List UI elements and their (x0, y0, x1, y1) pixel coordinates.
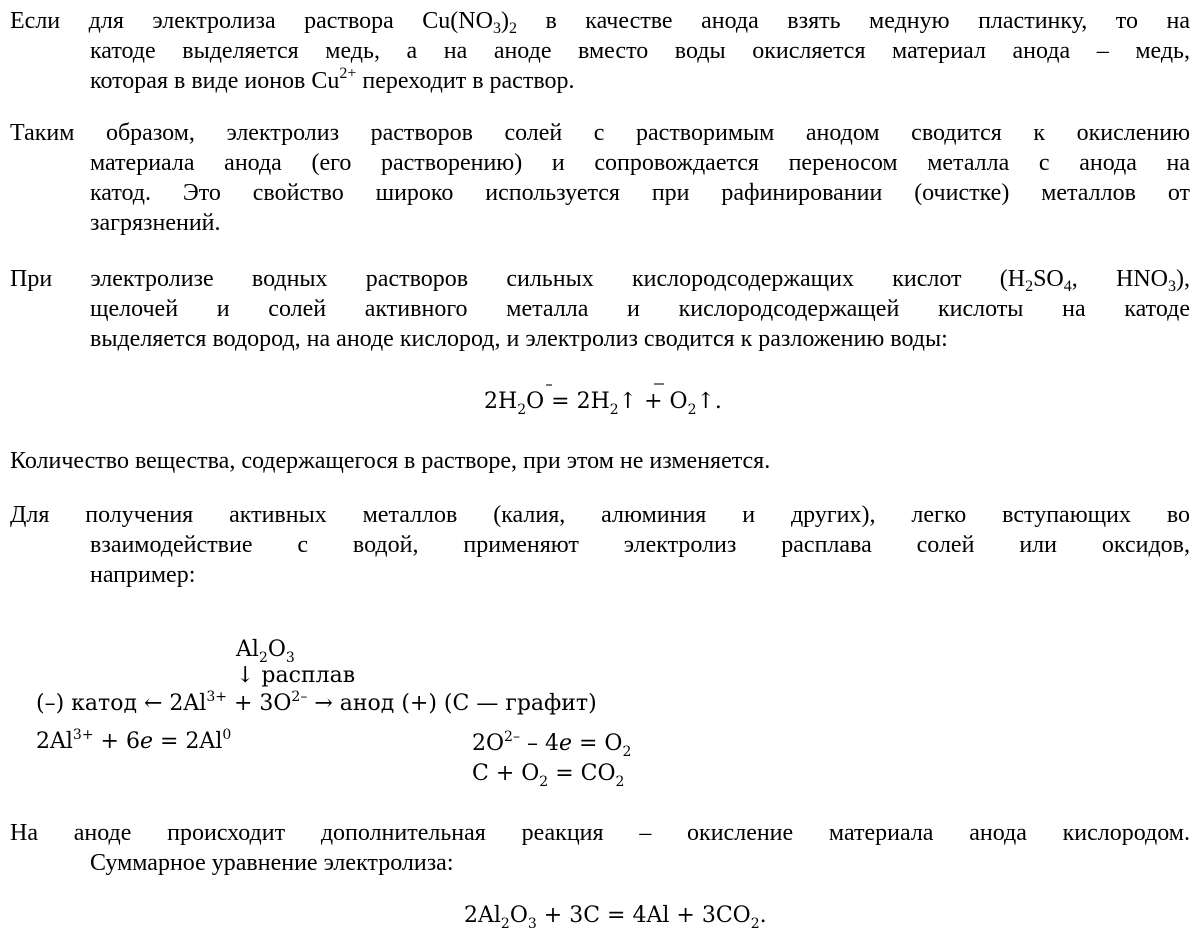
eq-text: 2Al (36, 729, 73, 754)
superscript: 2+ (339, 65, 357, 82)
electron-symbol: e (558, 731, 572, 756)
paragraph-copper-anode (10, 6, 1190, 96)
paragraph-line (10, 264, 1190, 294)
subscript: 2 (615, 774, 625, 790)
subscript: 4 (1063, 278, 1072, 295)
subscript: 2 (1025, 278, 1034, 295)
subscript: 3 (492, 20, 501, 37)
eq-text: ↑ + O (618, 389, 688, 414)
text: которая в виде ионов Cu (90, 68, 340, 94)
superscript: 2– (504, 729, 520, 745)
subscript: 2 (517, 402, 527, 418)
eq-text: + 3C = 4Al + 3CO (536, 903, 751, 928)
eq-text: ↑. (696, 389, 722, 414)
paragraph-amount-unchanged (10, 446, 1190, 476)
scheme-melt-arrow: ↓ расплав (236, 663, 356, 688)
electron-symbol: e (139, 729, 154, 754)
eq-text: O (509, 903, 528, 928)
paragraph-line (10, 66, 1190, 96)
subscript: 3 (1168, 278, 1176, 295)
subscript: 2 (750, 916, 760, 932)
subscript: 3 (285, 650, 295, 666)
eq-text: Al (236, 637, 259, 662)
text: Если для электролиза раствора Cu(NO (10, 8, 493, 34)
eq-text: = CO (548, 761, 616, 786)
scan-artifact (654, 383, 664, 385)
subscript: 2 (609, 402, 619, 418)
paragraph-line: щелочей и солей активного металла и кислородсодержащей кислоты на катоде (90, 296, 1190, 322)
eq-text: (–) катод ← 2Al (36, 691, 207, 716)
eq-text: O = 2H (526, 389, 610, 414)
paragraph-line: материала анода (его растворению) и сопровождается переносом металла с анода на (90, 150, 1190, 176)
scheme-alumina-formula (236, 636, 295, 664)
text: ), (1176, 266, 1190, 292)
eq-text: + 6 (93, 729, 140, 754)
paragraph-anode-side-reaction (10, 818, 1190, 878)
paragraph-soluble-anode (10, 118, 1190, 238)
subscript: 2 (500, 916, 510, 932)
paragraph-line: Таким образом, электролиз растворов солей с растворимым анодом сводится к окислению (10, 120, 1190, 146)
superscript: 3+ (72, 727, 94, 743)
paragraph-active-metals (10, 500, 1190, 590)
subscript: 2 (687, 402, 697, 418)
eq-text: 2O (472, 731, 505, 756)
paragraph-line: катод. Это свойство широко используется при рафинировании (очистке) металлов от (90, 180, 1190, 206)
paragraph-line: Количество вещества, содержащегося в растворе, при этом не изменяется. (10, 448, 771, 474)
text: в качестве анода взять медную пластинку, то на (516, 8, 1190, 34)
eq-text: + 3O (226, 691, 292, 716)
eq-text: – 4 (519, 731, 559, 756)
superscript: 0 (222, 727, 232, 743)
paragraph-line (10, 6, 1190, 36)
eq-text: C + O (472, 761, 540, 786)
paragraph-line: выделяется водород, на аноде кислород, и электролиз сводится к разложению воды: (90, 326, 948, 352)
text: ) (500, 8, 509, 34)
superscript: 2– (291, 689, 308, 705)
subscript: 2 (258, 650, 268, 666)
subscript: 3 (527, 916, 537, 932)
paragraph-line: взаимодействие с водой, применяют электролиз расплава солей или оксидов, (90, 532, 1190, 558)
subscript: 2 (539, 774, 549, 790)
paragraph-line: загрязнений. (90, 210, 221, 236)
text: , HNO (1071, 266, 1168, 292)
text: При электролизе водных растворов сильных кислородсодержащих кислот (H (10, 266, 1026, 292)
subscript: 2 (622, 744, 632, 760)
scheme-cathode-reaction (36, 728, 231, 756)
scheme-main-equation (36, 690, 597, 718)
paragraph-line: Суммарное уравнение электролиза: (90, 850, 454, 876)
scheme-anode-oxidation (472, 760, 624, 788)
eq-text: 2H (484, 389, 518, 414)
superscript: 3+ (206, 689, 227, 705)
equation-water-decomposition (484, 388, 722, 416)
eq-text: = 2Al (153, 729, 223, 754)
eq-text: . (759, 903, 767, 928)
subscript: 2 (508, 20, 517, 37)
paragraph-line: например: (90, 562, 196, 588)
paragraph-water-electrolysis (10, 264, 1190, 354)
eq-text: 2Al (464, 903, 501, 928)
scan-artifact (546, 384, 552, 386)
eq-text: O (267, 637, 286, 662)
scheme-anode-reaction (472, 730, 631, 758)
eq-text: = O (571, 731, 623, 756)
paragraph-line: катоде выделяется медь, а на аноде вместо воды окисляется материал анода – медь, (90, 38, 1190, 64)
paragraph-line: На аноде происходит дополнительная реакция – окисление материала анода кислородом. (10, 820, 1190, 846)
eq-text: → анод (+) (C — графит) (307, 691, 597, 716)
equation-total-electrolysis (464, 902, 767, 930)
text: переходит в раствор. (356, 68, 575, 94)
paragraph-line: Для получения активных металлов (калия, алюминия и других), легко вступающих во (10, 502, 1190, 528)
text: SO (1033, 266, 1064, 292)
